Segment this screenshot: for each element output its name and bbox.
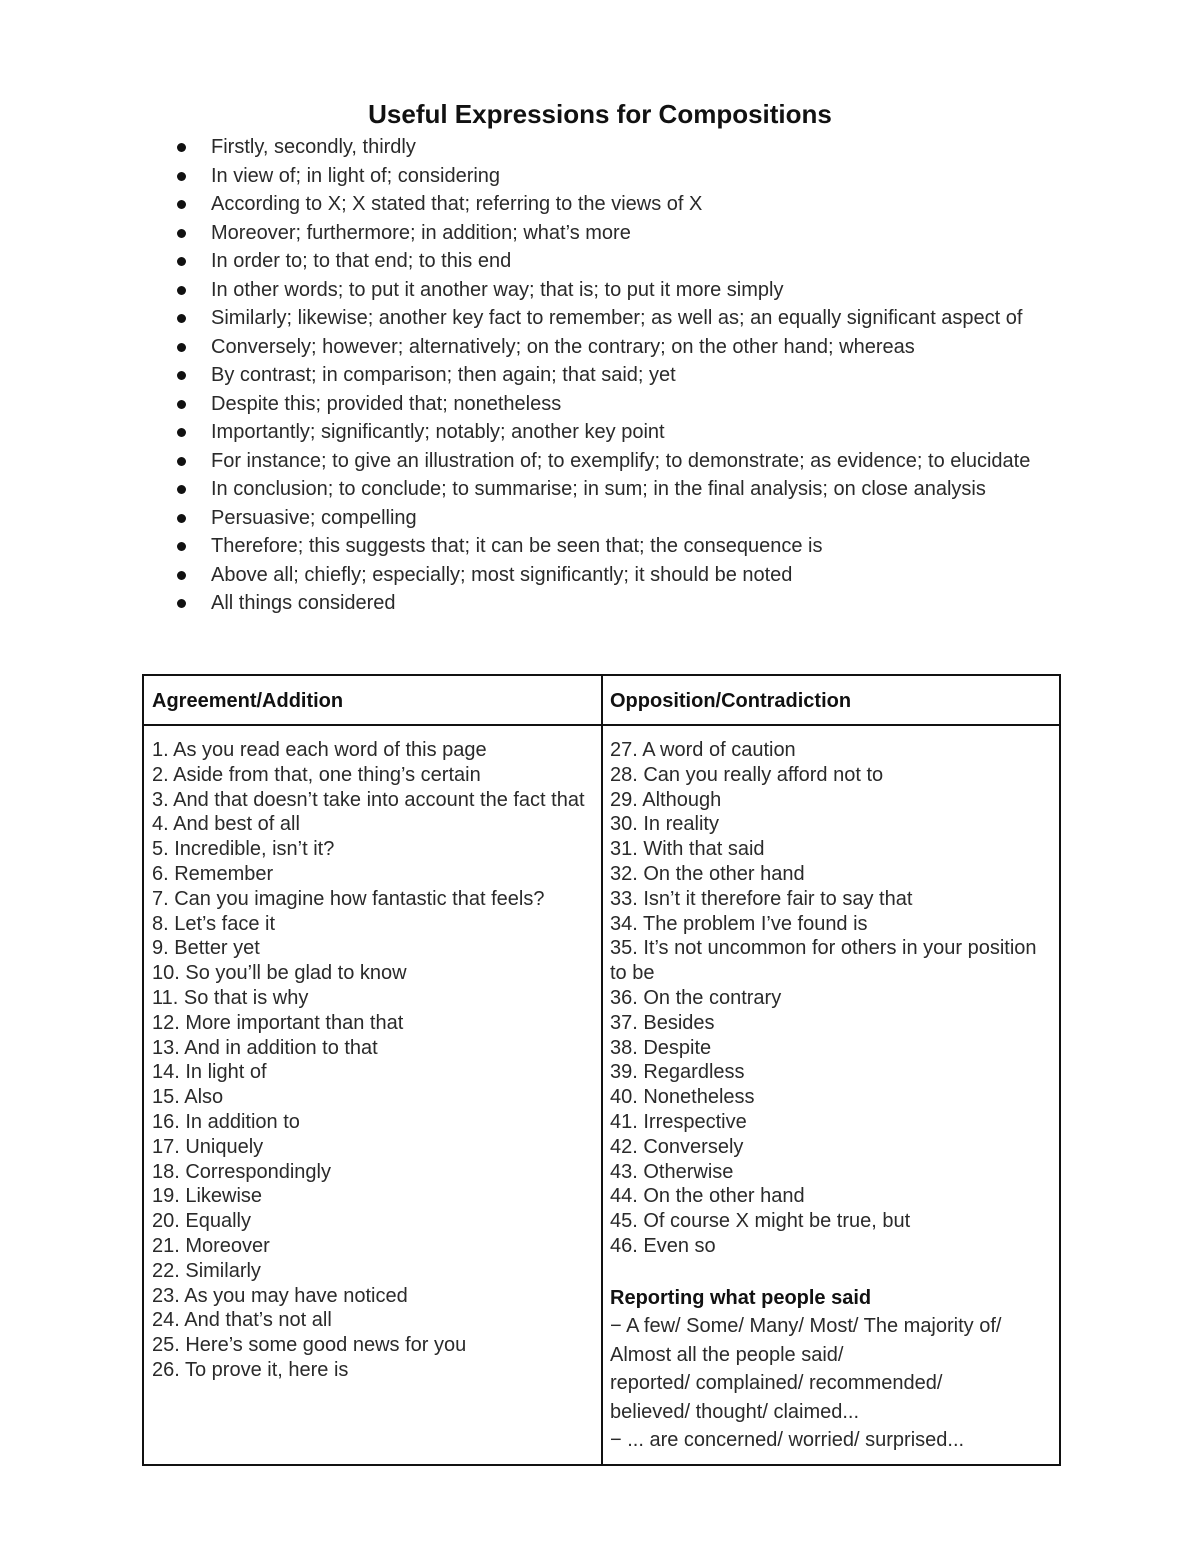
list-item: 20. Equally xyxy=(152,1210,251,1233)
list-item: 3. And that doesn’t take into account the fact that xyxy=(152,788,585,811)
bullet-icon xyxy=(177,200,186,209)
list-item: 35. It’s not uncommon for others in your position to be xyxy=(610,937,1037,985)
list-item: 14. In light of xyxy=(152,1061,267,1084)
list-item: 40. Nonetheless xyxy=(610,1086,755,1109)
header-agreement-addition: Agreement/Addition xyxy=(152,690,344,712)
list-item: 25. Here’s some good news for you xyxy=(152,1334,467,1357)
list-item: 27. A word of caution xyxy=(610,739,796,761)
bullet-item xyxy=(0,561,1200,590)
list-item: 6. Remember xyxy=(152,862,274,885)
bullet-icon xyxy=(177,314,186,323)
bullet-item xyxy=(0,162,1200,191)
list-item: 42. Conversely xyxy=(610,1135,744,1158)
bullet-text: All things considered xyxy=(211,592,396,614)
bullet-text: Despite this; provided that; nonetheless xyxy=(211,392,562,415)
list-item: 44. On the other hand xyxy=(610,1185,805,1208)
list-item: 37. Besides xyxy=(610,1011,715,1034)
expressions-table xyxy=(142,674,1061,1466)
list-item: 13. And in addition to that xyxy=(152,1036,378,1059)
list-item: 23. As you may have noticed xyxy=(152,1284,408,1307)
bullet-icon xyxy=(177,343,186,352)
list-item: 36. On the contrary xyxy=(610,986,782,1009)
list-item: 46. Even so xyxy=(610,1234,716,1257)
bullet-item xyxy=(0,247,1200,276)
bullet-text: Importantly; significantly; notably; another key point xyxy=(211,421,665,443)
list-item: 33. Isn’t it therefore fair to say that xyxy=(610,887,913,910)
bullet-text: In other words; to put it another way; that is; to put it more simply xyxy=(211,278,784,301)
list-item: 17. Uniquely xyxy=(152,1135,264,1158)
bullet-item xyxy=(0,390,1200,419)
list-item: 15. Also xyxy=(152,1086,224,1109)
bullet-icon xyxy=(177,172,186,181)
page-title: Useful Expressions for Compositions xyxy=(368,99,832,129)
bullet-icon xyxy=(177,599,186,608)
bullet-text: For instance; to give an illustration of; to exemplify; to demonstrate; as evidence; to elucidate xyxy=(211,449,1031,472)
bullet-text: Firstly, secondly, thirdly xyxy=(211,136,416,158)
list-item: 12. More important than that xyxy=(152,1011,404,1034)
reporting-line: − ... are concerned/ worried/ surprised... xyxy=(610,1429,965,1451)
bullet-text: Similarly; likewise; another key fact to remember; as well as; an equally significant aspect of xyxy=(211,307,1023,329)
bullet-text: In order to; to that end; to this end xyxy=(211,250,512,272)
list-item: 32. On the other hand xyxy=(610,862,805,885)
bullet-item xyxy=(0,304,1200,333)
bullet-icon xyxy=(177,143,186,152)
bullet-text: Therefore; this suggests that; it can be seen that; the consequence is xyxy=(211,535,823,557)
list-item: 45. Of course X might be true, but xyxy=(610,1210,911,1233)
bullet-text: Above all; chiefly; especially; most significantly; it should be noted xyxy=(211,563,793,586)
list-item: 24. And that’s not all xyxy=(152,1309,332,1332)
list-item: 2. Aside from that, one thing’s certain xyxy=(152,763,481,786)
list-item: 26. To prove it, here is xyxy=(152,1358,349,1381)
list-item: 11. So that is why xyxy=(152,986,309,1009)
bullet-item xyxy=(0,475,1200,504)
bullet-text: According to X; X stated that; referring to the views of X xyxy=(211,193,703,215)
list-item: 5. Incredible, isn’t it? xyxy=(152,838,335,861)
reporting-line: Almost all the people said/ xyxy=(610,1343,844,1366)
list-item: 28. Can you really afford not to xyxy=(610,763,884,786)
bullet-icon xyxy=(177,400,186,409)
bullet-item xyxy=(0,504,1200,533)
bullet-text: Moreover; furthermore; in addition; what’s more xyxy=(211,221,631,244)
bullet-icon xyxy=(177,514,186,523)
list-item: 31. With that said xyxy=(610,838,765,861)
list-item: 38. Despite xyxy=(610,1036,712,1059)
bullet-item xyxy=(0,190,1200,219)
list-item: 4. And best of all xyxy=(152,813,300,836)
reporting-line: reported/ complained/ recommended/ xyxy=(610,1372,943,1394)
opposition-list xyxy=(610,738,1050,1259)
bullet-icon xyxy=(177,257,186,266)
list-item: 7. Can you imagine how fantastic that feels? xyxy=(152,887,545,910)
bullet-text: In conclusion; to conclude; to summarise; in sum; in the final analysis; on close analysis xyxy=(211,478,986,500)
bullet-icon xyxy=(177,286,186,295)
bullet-item xyxy=(0,447,1200,476)
bullet-item xyxy=(0,333,1200,362)
list-item: 16. In addition to xyxy=(152,1110,300,1133)
header-divider xyxy=(144,724,1059,726)
header-opposition-contradiction: Opposition/Contradiction xyxy=(610,690,852,712)
list-item: 29. Although xyxy=(610,788,722,811)
bullet-item xyxy=(0,276,1200,305)
bullet-icon xyxy=(177,428,186,437)
bullet-item xyxy=(0,589,1200,618)
list-item: 19. Likewise xyxy=(152,1185,263,1208)
list-item: 22. Similarly xyxy=(152,1259,261,1282)
bullet-icon xyxy=(177,485,186,494)
list-item: 34. The problem I’ve found is xyxy=(610,912,868,935)
bullet-icon xyxy=(177,571,186,580)
reporting-section xyxy=(610,1284,1050,1455)
bullet-text: In view of; in light of; considering xyxy=(211,164,501,187)
expression-bullet-list xyxy=(0,133,1200,618)
reporting-line: − A few/ Some/ Many/ Most/ The majority of/ xyxy=(610,1315,1002,1337)
list-item: 18. Correspondingly xyxy=(152,1160,331,1183)
list-item: 39. Regardless xyxy=(610,1061,745,1084)
list-item: 21. Moreover xyxy=(152,1234,270,1257)
reporting-line: believed/ thought/ claimed... xyxy=(610,1400,860,1423)
bullet-item xyxy=(0,133,1200,162)
bullet-item xyxy=(0,361,1200,390)
bullet-text: Persuasive; compelling xyxy=(211,506,417,529)
bullet-item xyxy=(0,532,1200,561)
list-item: 9. Better yet xyxy=(152,937,260,960)
reporting-title: Reporting what people said xyxy=(610,1287,872,1309)
list-item: 8. Let’s face it xyxy=(152,912,276,935)
list-item: 30. In reality xyxy=(610,813,719,836)
bullet-icon xyxy=(177,457,186,466)
list-item: 41. Irrespective xyxy=(610,1110,747,1133)
bullet-icon xyxy=(177,542,186,551)
list-item: 1. As you read each word of this page xyxy=(152,739,487,761)
bullet-item xyxy=(0,418,1200,447)
agreement-list xyxy=(152,738,592,1383)
bullet-icon xyxy=(177,229,186,238)
bullet-item xyxy=(0,219,1200,248)
bullet-text: Conversely; however; alternatively; on the contrary; on the other hand; whereas xyxy=(211,335,915,358)
column-divider xyxy=(601,676,603,1464)
list-item: 43. Otherwise xyxy=(610,1160,734,1183)
bullet-text: By contrast; in comparison; then again; that said; yet xyxy=(211,364,676,386)
list-item: 10. So you’ll be glad to know xyxy=(152,962,407,985)
bullet-icon xyxy=(177,371,186,380)
